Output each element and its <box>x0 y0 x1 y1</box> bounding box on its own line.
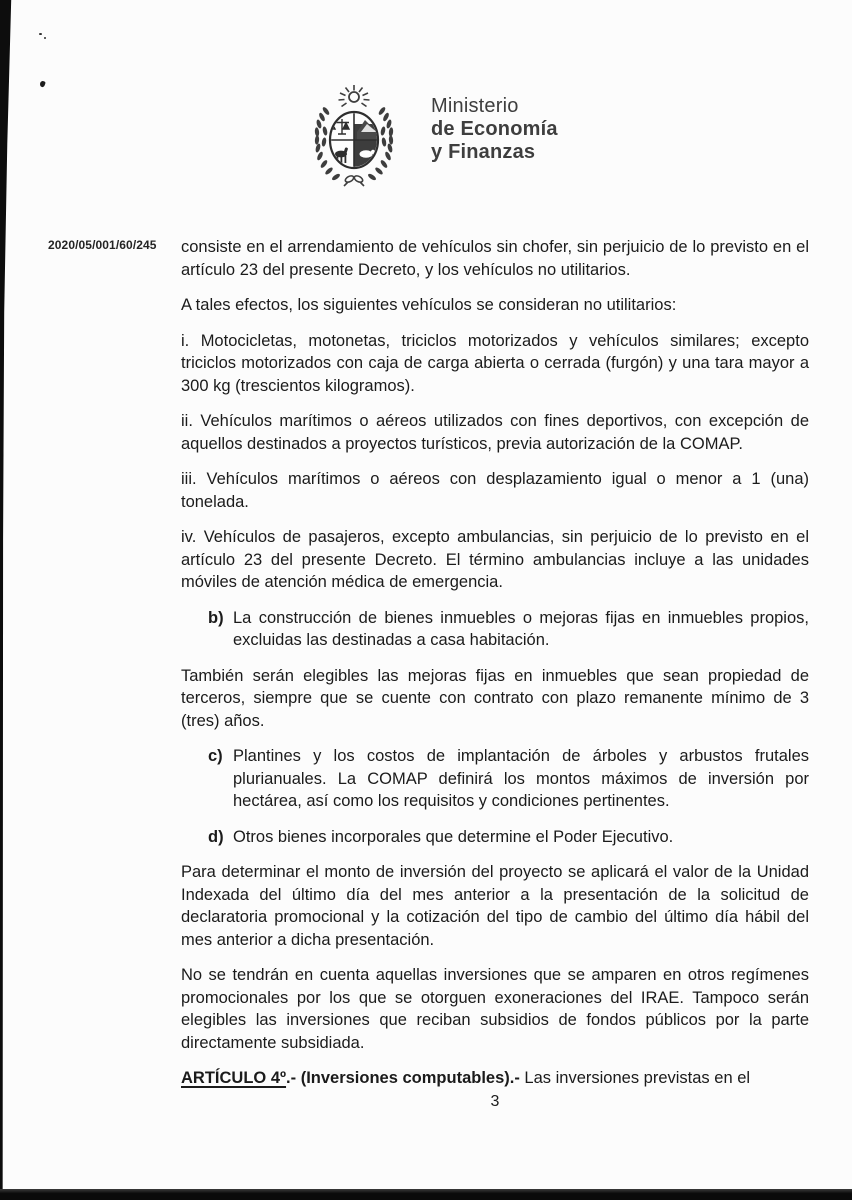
uruguay-coat-of-arms-icon <box>299 84 409 190</box>
ministry-line-1: Ministerio <box>431 95 519 117</box>
file-reference-number: 2020/05/001/60/245 <box>48 238 157 252</box>
paragraph-arrendamiento: consiste en el arrendamiento de vehículos sin chofer, sin perjuicio de lo previsto en el artículo 23 del presente Decreto, y los vehículos no utilitarios. <box>181 238 809 279</box>
list-item-roman-i: i. Motocicletas, motonetas, triciclos motorizados y vehículos similares; excepto triciclos motorizados con caja de carga abierta o cerrada (furgón) y una tara mayor a 300 kg (trescientos kilogramos). <box>181 331 809 395</box>
articulo-4-rest: Las inversiones previstas en el <box>519 1069 751 1087</box>
ministry-name <box>431 84 558 190</box>
paragraph-no-se-tendran: No se tendrán en cuenta aquellas inversiones que se amparen en otros regímenes promocionales por los que se otorguen exoneraciones del IRAE. Tampoco serán elegibles las inversiones que reciban subsidios de fondos públicos por la parte directamente subsidiada. <box>181 966 809 1052</box>
paragraph-a-tales-efectos: A tales efectos, los siguientes vehículos se consideran no utilitarios: <box>181 296 677 314</box>
paragraph-tambien: También serán elegibles las mejoras fijas en inmuebles que sean propiedad de terceros, siempre que se cuente con contrato con plazo remanente mínimo de 3 (tres) años. <box>181 666 809 730</box>
list-item-b-label: b) <box>208 608 224 627</box>
scan-artifact-left-edge <box>0 0 14 1200</box>
ministry-header <box>299 84 558 190</box>
list-item-d-label: d) <box>208 827 224 846</box>
ministry-line-2: de Economía <box>431 118 558 140</box>
scan-speck <box>39 33 42 35</box>
list-item-d-text: Otros bienes incorporales que determine el Poder Ejecutivo. <box>233 827 674 846</box>
list-item-b <box>181 607 809 652</box>
list-item-d <box>181 826 809 849</box>
list-item-roman-ii: ii. Vehículos marítimos o aéreos utilizados con fines deportivos, con excepción de aquellos destinados a proyectos turísticos, previa autorización de la COMAP. <box>181 412 809 453</box>
articulo-4-subject: (Inversiones computables).- <box>300 1069 520 1087</box>
list-item-b-text: La construcción de bienes inmuebles o mejoras fijas en inmuebles propios, excluidas las destinadas a casa habitación. <box>233 608 809 649</box>
list-item-c-label: c) <box>208 747 223 765</box>
document-body <box>181 236 809 1113</box>
list-item-c <box>181 745 809 813</box>
articulo-4-heading-line <box>181 1067 809 1090</box>
ministry-line-3: y Finanzas <box>431 141 536 163</box>
paragraph-para-determinar: Para determinar el monto de inversión del proyecto se aplicará el valor de la Unidad Indexada del último día del mes anterior a la presentación de la solicitud de declaratoria promocional y la cotización del tipo de cambio del último día hábil del mes anterior a dicha presentación. <box>181 863 809 949</box>
list-item-c-text: Plantines y los costos de implantación de árboles y arbustos frutales plurianuales. La COMAP definirá los montos máximos de inversión por hectárea, así como los requisitos y condiciones pertinentes. <box>233 747 809 810</box>
scan-speck <box>39 80 46 87</box>
page-number: 3 <box>490 1092 500 1110</box>
scan-artifact-bottom-bar <box>0 1189 852 1200</box>
list-item-roman-iv: iv. Vehículos de pasajeros, excepto ambulancias, sin perjuicio de lo previsto en el artículo 23 del presente Decreto. El término ambulancias incluye a las unidades móviles de atención médica de emergencia. <box>181 528 809 591</box>
list-item-roman-iii: iii. Vehículos marítimos o aéreos con desplazamiento igual o menor a 1 (una) tonelada. <box>181 470 809 511</box>
articulo-4-title: ARTÍCULO 4º <box>181 1069 287 1087</box>
scan-speck <box>44 37 46 39</box>
articulo-4-separator: .- <box>286 1069 301 1087</box>
